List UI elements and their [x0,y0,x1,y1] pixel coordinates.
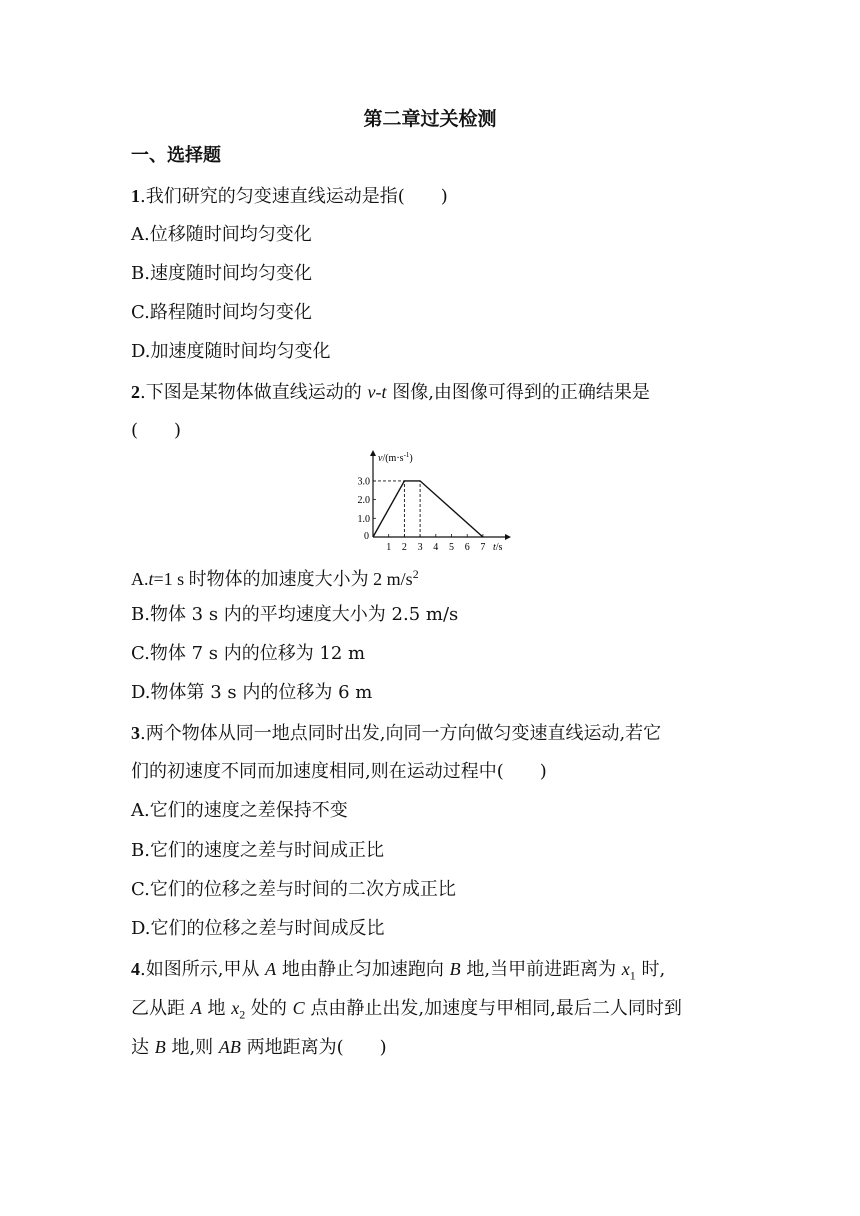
q2-option-a-text: =1 s 时物体的加速度大小为 2 m/s [153,569,413,589]
q4-text-7: 处的 [245,998,293,1019]
x-tick-label: 4 [433,542,439,553]
x-tick-label: 7 [480,542,486,553]
q3-option-c: C.它们的位移之差与时间的二次方成正比 [131,879,456,900]
y-tick-label: 1.0 [357,513,370,525]
q3-option-a: A.它们的速度之差保持不变 [131,800,348,821]
q2-option-a [131,561,419,593]
y-axis-label: $v/(m\cdot s^{-1})$ [378,451,413,464]
q3-stem-text-1: .两个物体从同一地点同时出发,向同一方向做匀变速直线运动,若它 [140,723,662,744]
q1-option-b: B.速度随时间均匀变化 [131,263,312,284]
q2-option-c: C.物体 7 s 内的位移为 12 m [131,643,366,664]
y-tick-label: 2.0 [357,495,370,507]
q2-stem-text-a: .下图是某物体做直线运动的 [140,382,368,403]
q4-number: 4 [131,959,140,979]
q1-number: 1 [131,186,140,206]
q2-stem-dash: - [375,382,382,402]
q2-option-a-prefix: A. [131,569,149,589]
q4-point-a-2: A [190,998,202,1018]
q4-point-c: C [292,998,305,1018]
section-heading: 一、选择题 [131,145,221,166]
q3-stem-line2: 们的初速度不同而加速度相同,则在运动过程中( ) [131,761,547,782]
q4-text-11: 两地距离为( ) [240,1037,387,1058]
q4-text-4: 时, [635,959,666,980]
q2-option-a-sup: 2 [412,567,419,581]
q3-stem-line1 [131,720,661,747]
q2-option-a-t: t [148,569,154,589]
q4-text-6: 地 [201,998,232,1019]
q4-text-10: 地,则 [165,1037,219,1058]
q2-stem-v: v [367,382,376,402]
q2-option-d: D.物体第 3 s 内的位移为 6 m [131,682,373,703]
q3-option-d: D.它们的位移之差与时间成反比 [131,918,385,939]
q4-text-1: .如图所示,甲从 [140,959,266,980]
x-tick-label: 5 [449,542,454,553]
q2-stem-text-b: 图像,由图像可得到的正确结果是 [386,382,650,403]
q4-point-b: B [449,959,461,979]
q4-point-b-2: B [154,1037,166,1057]
q4-text-5: 乙从距 [131,998,191,1019]
q1-option-d: D.加速度随时间均匀变化 [131,341,331,362]
q2-paren: ( ) [131,420,182,441]
q4-text-3: 地,当甲前进距离为 [460,959,622,980]
x-axis-label: t/s [493,542,503,553]
x-tick-label: 2 [401,542,407,553]
q2-number: 2 [131,382,140,402]
x-axis-arrow [505,534,511,540]
q4-stem-line3 [131,1034,387,1061]
q4-x2: x [231,998,240,1018]
q1-option-a: A.位移随时间均匀变化 [131,224,312,245]
q4-point-a: A [265,959,277,979]
q4-x1: x [621,959,630,979]
q3-number: 3 [131,723,140,743]
q4-x2-sub: 2 [239,1007,246,1022]
x-tick-label: 3 [417,542,423,553]
origin-label: 0 [364,531,369,542]
q4-text-9: 达 [131,1037,155,1058]
q4-text-2: 地由静止匀加速跑向 [276,959,450,980]
q3-option-b: B.它们的速度之差与时间成正比 [131,840,384,861]
q4-text-8: 点由静止出发,加速度与甲相同,最后二人同时到 [304,998,682,1019]
vt-chart [340,448,520,556]
x-tick-label: 6 [464,542,470,553]
q1-option-c: C.路程随时间均匀变化 [131,302,312,323]
x-tick-label: 1 [386,542,392,553]
q2-option-b: B.物体 3 s 内的平均速度大小为 2.5 m/s [131,604,459,625]
q1-stem-text: .我们研究的匀变速直线运动是指( ) [140,186,448,207]
q2-stem-t: t [381,382,387,402]
q4-ab: AB [218,1037,241,1057]
series-line [373,481,483,537]
q4-stem-line1 [131,956,665,989]
y-axis-arrow [370,450,376,456]
q4-x1-sub: 1 [629,968,636,983]
q1-stem [131,183,448,210]
page-title: 第二章过关检测 [363,108,497,130]
y-tick-label: 3.0 [357,476,370,488]
q2-stem [131,379,650,406]
q4-stem-line2 [131,995,682,1028]
